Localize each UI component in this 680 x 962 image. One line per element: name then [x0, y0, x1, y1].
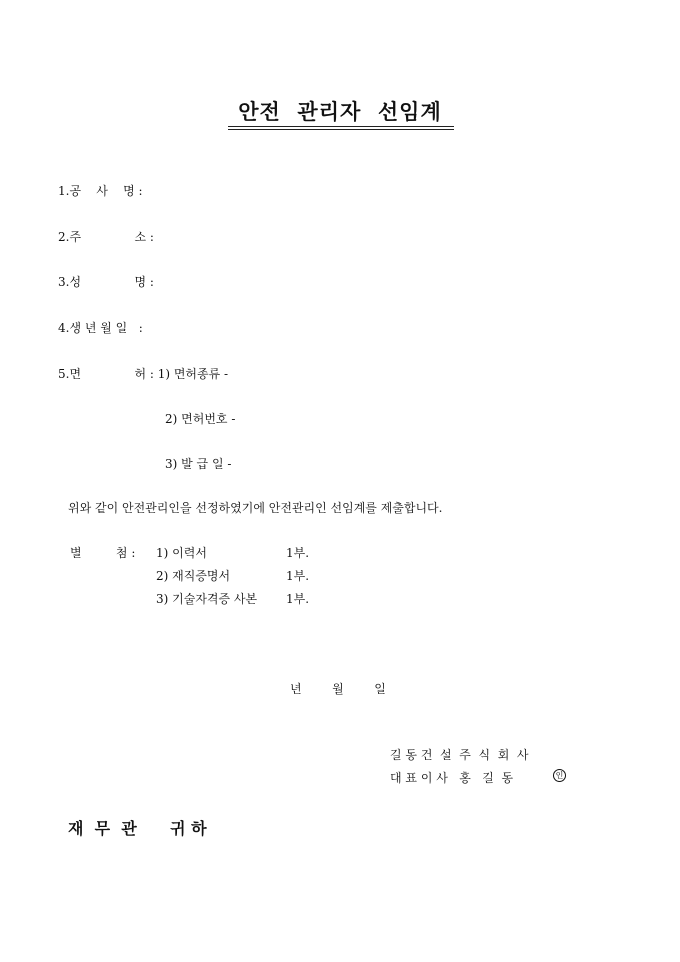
attachments-label: 별 첨 :	[70, 546, 140, 560]
document-title: 안전 관리자 선임계	[238, 99, 442, 124]
attachment-item-name: 3) 기술자격증 사본	[156, 592, 258, 606]
field-project-name: 1.공 사 명 :	[58, 184, 143, 198]
field-birthdate: 4.생 년 월 일 :	[58, 321, 143, 335]
title-underline-top	[228, 126, 454, 127]
attachment-item-qty: 1부.	[286, 592, 310, 606]
date-line: 년 월 일	[290, 682, 386, 696]
field-license-type: 5.면 허 : 1) 면허종류 -	[58, 367, 229, 381]
title-underline-bottom	[228, 129, 454, 130]
field-license-number: 2) 면허번호 -	[165, 412, 236, 426]
attachment-item-name: 1) 이력서	[156, 546, 207, 560]
field-issue-date: 3) 발 급 일 -	[165, 457, 232, 471]
attachment-item-qty: 1부.	[286, 569, 310, 583]
attachment-item-name: 2) 재직증명서	[156, 569, 231, 583]
field-address: 2.주 소 :	[58, 230, 154, 244]
statement-text: 위와 같이 안전관리인을 선정하였기에 안전관리인 선임계를 제출합니다.	[68, 501, 443, 515]
field-name: 3.성 명 :	[58, 275, 154, 289]
addressee: 재 무 관 귀 하	[68, 819, 207, 838]
representative-name: 대 표 이 사 홍 길 동	[390, 771, 514, 785]
company-name: 길 동 건 설 주 식 회 사	[390, 748, 529, 762]
attachment-item-qty: 1부.	[286, 546, 310, 560]
seal-mark-icon: 인	[553, 769, 566, 782]
